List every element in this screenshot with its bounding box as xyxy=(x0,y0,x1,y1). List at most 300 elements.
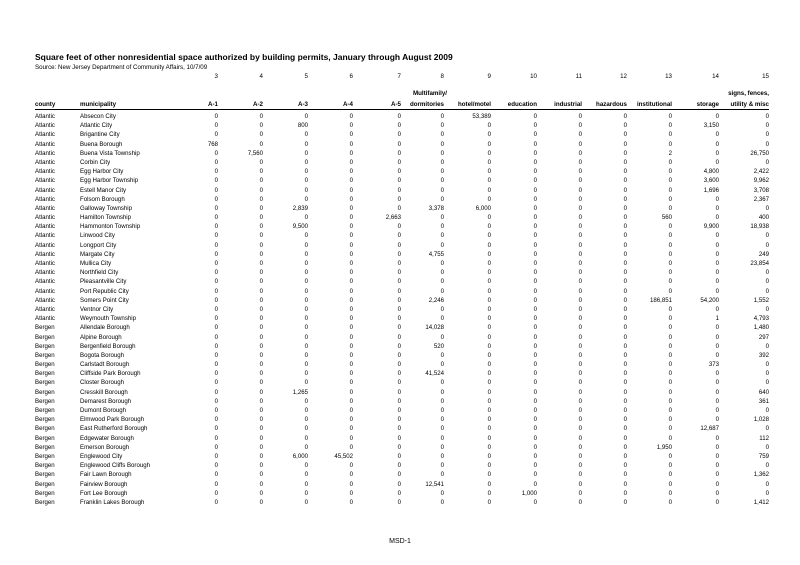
cell-hazardous: 0 xyxy=(623,168,627,176)
cell-a3: 0 xyxy=(304,241,308,249)
cell-dormitories: 0 xyxy=(440,489,444,497)
header-industrial: industrial xyxy=(554,101,582,108)
cell-storage: 0 xyxy=(715,195,719,203)
cell-hazardous: 0 xyxy=(623,195,627,203)
table-row xyxy=(0,351,800,360)
cell-education: 0 xyxy=(533,113,537,120)
cell-municipality: Northfield City xyxy=(80,269,119,277)
cell-a4: 0 xyxy=(349,305,353,313)
cell-municipality: Ventnor City xyxy=(80,305,114,313)
cell-municipality: Cliffside Park Borough xyxy=(80,370,141,378)
cell-municipality: Estell Manor City xyxy=(80,186,127,194)
cell-a3: 0 xyxy=(304,269,308,277)
cell-municipality: Hamilton Township xyxy=(80,214,132,222)
cell-dormitories: 0 xyxy=(440,416,444,424)
table-row xyxy=(0,112,800,121)
cell-a3: 0 xyxy=(304,498,308,506)
cell-education: 0 xyxy=(533,269,537,277)
cell-institutional: 0 xyxy=(668,241,672,249)
cell-a5: 0 xyxy=(397,158,401,166)
cell-a2: 0 xyxy=(259,177,263,185)
cell-utility-misc: 0 xyxy=(765,480,769,488)
cell-municipality: Egg Harbor Township xyxy=(80,177,139,185)
cell-institutional: 0 xyxy=(668,269,672,277)
cell-county: Atlantic xyxy=(35,296,55,304)
cell-municipality: Mullica City xyxy=(80,260,112,267)
cell-a1: 0 xyxy=(214,149,218,157)
cell-hazardous: 0 xyxy=(623,113,627,120)
cell-county: Atlantic xyxy=(35,158,55,166)
cell-municipality: Englewood City xyxy=(80,452,123,460)
cell-a5: 0 xyxy=(397,315,401,323)
cell-institutional: 0 xyxy=(668,342,672,350)
cell-a1: 0 xyxy=(214,241,218,249)
cell-hazardous: 0 xyxy=(623,462,627,470)
cell-institutional: 0 xyxy=(668,452,672,460)
cell-storage: 0 xyxy=(715,443,719,451)
cell-county: Atlantic xyxy=(35,204,55,212)
cell-hazardous: 0 xyxy=(623,140,627,148)
header-county: county xyxy=(35,101,56,108)
cell-utility-misc: 0 xyxy=(765,370,769,378)
cell-institutional: 0 xyxy=(668,489,672,497)
cell-dormitories: 0 xyxy=(440,388,444,396)
cell-hazardous: 0 xyxy=(623,315,627,323)
cell-hotel-motel: 0 xyxy=(487,305,491,313)
cell-hotel-motel: 0 xyxy=(487,186,491,194)
cell-hotel-motel: 0 xyxy=(487,241,491,249)
cell-municipality: Bergenfield Borough xyxy=(80,342,136,350)
cell-a5: 0 xyxy=(397,250,401,258)
cell-dormitories: 0 xyxy=(440,113,444,120)
cell-hazardous: 0 xyxy=(623,260,627,267)
cell-hazardous: 0 xyxy=(623,149,627,157)
cell-municipality: East Rutherford Borough xyxy=(80,425,148,433)
cell-hotel-motel: 0 xyxy=(487,379,491,387)
cell-a1: 0 xyxy=(214,305,218,313)
cell-hotel-motel: 0 xyxy=(487,260,491,267)
table-row xyxy=(0,195,800,204)
cell-a5: 0 xyxy=(397,287,401,295)
cell-education: 0 xyxy=(533,452,537,460)
cell-municipality: Linwood City xyxy=(80,232,115,240)
cell-a1: 0 xyxy=(214,498,218,506)
cell-hazardous: 0 xyxy=(623,158,627,166)
table-row xyxy=(0,158,800,167)
cell-a3: 0 xyxy=(304,462,308,470)
cell-utility-misc: 0 xyxy=(765,425,769,433)
cell-industrial: 0 xyxy=(578,250,582,258)
cell-storage: 0 xyxy=(715,379,719,387)
cell-storage: 54,200 xyxy=(700,296,719,304)
cell-county: Bergen xyxy=(35,379,55,387)
cell-a4: 0 xyxy=(349,443,353,451)
cell-a4: 0 xyxy=(349,195,353,203)
cell-hotel-motel: 6,000 xyxy=(475,204,491,212)
cell-dormitories: 41,524 xyxy=(425,370,444,378)
cell-hazardous: 0 xyxy=(623,361,627,369)
cell-hotel-motel: 0 xyxy=(487,452,491,460)
column-number-a4: 6 xyxy=(349,73,353,80)
cell-utility-misc: 23,854 xyxy=(750,260,769,267)
cell-hotel-motel: 0 xyxy=(487,214,491,222)
cell-a2: 0 xyxy=(259,342,263,350)
table-row xyxy=(0,176,800,185)
cell-a1: 0 xyxy=(214,407,218,414)
cell-a3: 0 xyxy=(304,407,308,414)
cell-education: 0 xyxy=(533,370,537,378)
cell-a1: 0 xyxy=(214,462,218,470)
cell-a2: 0 xyxy=(259,131,263,139)
cell-storage: 0 xyxy=(715,388,719,396)
cell-a3: 0 xyxy=(304,140,308,148)
cell-hazardous: 0 xyxy=(623,232,627,240)
cell-hazardous: 0 xyxy=(623,416,627,424)
cell-a2: 0 xyxy=(259,186,263,194)
table-row xyxy=(0,461,800,470)
source-note: Source: New Jersey Department of Community Affairs, 10/7/09 xyxy=(35,64,208,71)
cell-industrial: 0 xyxy=(578,342,582,350)
cell-a3: 0 xyxy=(304,195,308,203)
cell-a4: 0 xyxy=(349,471,353,479)
cell-a2: 0 xyxy=(259,388,263,396)
table-row xyxy=(0,277,800,286)
cell-a2: 0 xyxy=(259,471,263,479)
cell-institutional: 0 xyxy=(668,388,672,396)
cell-a4: 0 xyxy=(349,269,353,277)
cell-a3: 0 xyxy=(304,296,308,304)
cell-hazardous: 0 xyxy=(623,223,627,231)
cell-education: 0 xyxy=(533,223,537,231)
cell-storage: 0 xyxy=(715,397,719,405)
table-row xyxy=(0,369,800,378)
cell-a3: 0 xyxy=(304,158,308,166)
cell-dormitories: 0 xyxy=(440,462,444,470)
cell-a3: 0 xyxy=(304,287,308,295)
cell-a5: 0 xyxy=(397,434,401,442)
cell-a5: 0 xyxy=(397,195,401,203)
cell-municipality: Somers Point City xyxy=(80,296,129,304)
cell-a3: 0 xyxy=(304,324,308,332)
cell-hotel-motel: 0 xyxy=(487,122,491,130)
cell-a3: 0 xyxy=(304,278,308,286)
cell-a4: 0 xyxy=(349,278,353,286)
header-hotel-motel: hotel/motel xyxy=(457,101,491,108)
table-row xyxy=(0,149,800,158)
header-education: education xyxy=(507,101,537,108)
cell-a5: 0 xyxy=(397,379,401,387)
cell-county: Atlantic xyxy=(35,278,55,286)
cell-institutional: 186,851 xyxy=(649,296,672,304)
cell-institutional: 0 xyxy=(668,260,672,267)
cell-a1: 0 xyxy=(214,370,218,378)
cell-hazardous: 0 xyxy=(623,443,627,451)
cell-a4: 0 xyxy=(349,315,353,323)
cell-education: 0 xyxy=(533,195,537,203)
cell-hotel-motel: 0 xyxy=(487,443,491,451)
cell-storage: 0 xyxy=(715,342,719,350)
cell-a4: 0 xyxy=(349,158,353,166)
cell-a4: 0 xyxy=(349,140,353,148)
cell-a1: 0 xyxy=(214,168,218,176)
table-row xyxy=(0,452,800,461)
column-number-utility-misc: 15 xyxy=(762,73,769,80)
cell-a3: 0 xyxy=(304,361,308,369)
cell-county: Bergen xyxy=(35,425,55,433)
cell-a4: 0 xyxy=(349,388,353,396)
cell-institutional: 0 xyxy=(668,379,672,387)
cell-a2: 0 xyxy=(259,113,263,120)
cell-hazardous: 0 xyxy=(623,333,627,341)
cell-industrial: 0 xyxy=(578,168,582,176)
cell-utility-misc: 0 xyxy=(765,140,769,148)
cell-utility-misc: 0 xyxy=(765,269,769,277)
header-storage: storage xyxy=(696,101,719,108)
cell-institutional: 0 xyxy=(668,195,672,203)
cell-a3: 0 xyxy=(304,342,308,350)
cell-education: 0 xyxy=(533,250,537,258)
cell-a1: 0 xyxy=(214,232,218,240)
cell-a1: 0 xyxy=(214,177,218,185)
cell-a2: 0 xyxy=(259,425,263,433)
cell-a5: 2,663 xyxy=(385,214,401,222)
cell-a1: 0 xyxy=(214,269,218,277)
cell-hotel-motel: 0 xyxy=(487,407,491,414)
cell-a2: 0 xyxy=(259,269,263,277)
cell-hotel-motel: 0 xyxy=(487,471,491,479)
cell-hazardous: 0 xyxy=(623,388,627,396)
cell-a3: 0 xyxy=(304,305,308,313)
cell-education: 0 xyxy=(533,278,537,286)
cell-county: Atlantic xyxy=(35,131,55,139)
cell-a4: 0 xyxy=(349,407,353,414)
cell-hotel-motel: 0 xyxy=(487,388,491,396)
cell-a2: 0 xyxy=(259,480,263,488)
cell-a4: 0 xyxy=(349,149,353,157)
cell-municipality: Fairview Borough xyxy=(80,480,128,488)
cell-municipality: Brigantine City xyxy=(80,131,120,139)
cell-a5: 0 xyxy=(397,204,401,212)
cell-hotel-motel: 0 xyxy=(487,425,491,433)
cell-a4: 0 xyxy=(349,168,353,176)
cell-storage: 4,800 xyxy=(703,168,719,176)
cell-a5: 0 xyxy=(397,489,401,497)
cell-utility-misc: 1,028 xyxy=(753,416,769,424)
cell-a2: 7,560 xyxy=(247,149,263,157)
table-row xyxy=(0,415,800,424)
header-institutional: institutional xyxy=(636,101,672,108)
header-multifamily-line: Multifamily/ xyxy=(412,90,447,97)
cell-a3: 0 xyxy=(304,186,308,194)
cell-education: 0 xyxy=(533,480,537,488)
table-row xyxy=(0,287,800,296)
cell-a1: 0 xyxy=(214,480,218,488)
cell-institutional: 0 xyxy=(668,278,672,286)
table-row xyxy=(0,489,800,498)
cell-a3: 0 xyxy=(304,480,308,488)
cell-a5: 0 xyxy=(397,232,401,240)
cell-hazardous: 0 xyxy=(623,489,627,497)
cell-institutional: 0 xyxy=(668,397,672,405)
cell-industrial: 0 xyxy=(578,260,582,267)
cell-utility-misc: 297 xyxy=(758,333,769,341)
cell-county: Atlantic xyxy=(35,269,55,277)
cell-storage: 0 xyxy=(715,480,719,488)
cell-a1: 768 xyxy=(207,140,218,148)
cell-a5: 0 xyxy=(397,361,401,369)
cell-a5: 0 xyxy=(397,241,401,249)
cell-a5: 0 xyxy=(397,149,401,157)
cell-a3: 0 xyxy=(304,443,308,451)
cell-industrial: 0 xyxy=(578,416,582,424)
cell-institutional: 0 xyxy=(668,140,672,148)
cell-industrial: 0 xyxy=(578,397,582,405)
cell-hotel-motel: 0 xyxy=(487,232,491,240)
cell-a3: 0 xyxy=(304,351,308,359)
cell-a4: 0 xyxy=(349,434,353,442)
cell-industrial: 0 xyxy=(578,241,582,249)
header-dormitories: dormitories xyxy=(409,101,444,108)
cell-a1: 0 xyxy=(214,260,218,267)
cell-education: 0 xyxy=(533,168,537,176)
cell-institutional: 0 xyxy=(668,287,672,295)
cell-county: Bergen xyxy=(35,324,55,332)
cell-a5: 0 xyxy=(397,223,401,231)
cell-utility-misc: 0 xyxy=(765,361,769,369)
cell-a1: 0 xyxy=(214,204,218,212)
cell-municipality: Alpine Borough xyxy=(80,333,122,341)
cell-dormitories: 0 xyxy=(440,351,444,359)
header-signs-line: signs, fences, xyxy=(728,90,769,97)
cell-a4: 0 xyxy=(349,250,353,258)
cell-a3: 0 xyxy=(304,379,308,387)
column-number-industrial: 11 xyxy=(575,73,582,80)
cell-municipality: Pleasantville City xyxy=(80,278,127,286)
cell-a5: 0 xyxy=(397,122,401,130)
table-row xyxy=(0,342,800,351)
table-row xyxy=(0,167,800,176)
cell-a1: 0 xyxy=(214,342,218,350)
cell-utility-misc: 2,422 xyxy=(753,168,769,176)
cell-storage: 0 xyxy=(715,269,719,277)
cell-institutional: 0 xyxy=(668,204,672,212)
cell-a1: 0 xyxy=(214,379,218,387)
cell-a2: 0 xyxy=(259,462,263,470)
cell-a2: 0 xyxy=(259,361,263,369)
cell-a5: 0 xyxy=(397,296,401,304)
cell-a4: 0 xyxy=(349,397,353,405)
cell-a2: 0 xyxy=(259,416,263,424)
cell-county: Atlantic xyxy=(35,186,55,194)
header-hazardous: hazardous xyxy=(596,101,627,108)
cell-utility-misc: 0 xyxy=(765,489,769,497)
cell-storage: 373 xyxy=(708,361,719,369)
column-number-hotel-motel: 9 xyxy=(487,73,491,80)
table-row xyxy=(0,424,800,433)
cell-industrial: 0 xyxy=(578,204,582,212)
table-row xyxy=(0,222,800,231)
cell-industrial: 0 xyxy=(578,333,582,341)
cell-education: 0 xyxy=(533,379,537,387)
cell-hazardous: 0 xyxy=(623,407,627,414)
cell-dormitories: 0 xyxy=(440,232,444,240)
cell-storage: 0 xyxy=(715,333,719,341)
cell-a2: 0 xyxy=(259,260,263,267)
cell-hotel-motel: 53,389 xyxy=(472,113,491,120)
cell-municipality: Demarest Borough xyxy=(80,397,132,405)
table-row xyxy=(0,360,800,369)
cell-utility-misc: 112 xyxy=(759,434,769,442)
cell-a2: 0 xyxy=(259,204,263,212)
cell-education: 0 xyxy=(533,425,537,433)
cell-industrial: 0 xyxy=(578,158,582,166)
cell-industrial: 0 xyxy=(578,223,582,231)
cell-county: Bergen xyxy=(35,443,55,451)
cell-dormitories: 0 xyxy=(440,122,444,130)
cell-a5: 0 xyxy=(397,342,401,350)
cell-municipality: Fair Lawn Borough xyxy=(80,471,132,479)
cell-industrial: 0 xyxy=(578,425,582,433)
cell-utility-misc: 249 xyxy=(758,250,769,258)
cell-a2: 0 xyxy=(259,370,263,378)
cell-education: 0 xyxy=(533,397,537,405)
cell-a2: 0 xyxy=(259,379,263,387)
cell-a3: 0 xyxy=(304,232,308,240)
table-row xyxy=(0,314,800,323)
cell-dormitories: 0 xyxy=(440,214,444,222)
column-number-row xyxy=(0,73,800,82)
cell-a5: 0 xyxy=(397,498,401,506)
cell-storage: 1,696 xyxy=(703,186,719,194)
cell-institutional: 0 xyxy=(668,361,672,369)
cell-a4: 0 xyxy=(349,370,353,378)
cell-municipality: Buena Vista Township xyxy=(80,149,140,157)
header-a1: A-1 xyxy=(208,101,218,108)
cell-dormitories: 0 xyxy=(440,177,444,185)
cell-a4: 0 xyxy=(349,131,353,139)
table-row xyxy=(0,388,800,397)
cell-a1: 0 xyxy=(214,471,218,479)
cell-county: Bergen xyxy=(35,498,55,506)
cell-storage: 0 xyxy=(715,452,719,460)
cell-a2: 0 xyxy=(259,278,263,286)
cell-a4: 0 xyxy=(349,342,353,350)
cell-storage: 0 xyxy=(715,434,719,442)
cell-dormitories: 0 xyxy=(440,425,444,433)
cell-county: Atlantic xyxy=(35,305,55,313)
cell-county: Bergen xyxy=(35,480,55,488)
cell-institutional: 0 xyxy=(668,186,672,194)
cell-industrial: 0 xyxy=(578,214,582,222)
cell-a1: 0 xyxy=(214,250,218,258)
cell-storage: 0 xyxy=(715,250,719,258)
cell-industrial: 0 xyxy=(578,278,582,286)
cell-industrial: 0 xyxy=(578,186,582,194)
cell-utility-misc: 18,938 xyxy=(750,223,769,231)
cell-county: Atlantic xyxy=(35,140,55,148)
cell-a3: 2,839 xyxy=(292,204,308,212)
cell-education: 0 xyxy=(533,204,537,212)
cell-a2: 0 xyxy=(259,250,263,258)
cell-utility-misc: 361 xyxy=(758,397,769,405)
cell-hotel-motel: 0 xyxy=(487,177,491,185)
cell-a4: 0 xyxy=(349,480,353,488)
cell-a1: 0 xyxy=(214,397,218,405)
cell-storage: 12,687 xyxy=(700,425,719,433)
cell-storage: 0 xyxy=(715,149,719,157)
cell-a2: 0 xyxy=(259,333,263,341)
cell-institutional: 0 xyxy=(668,425,672,433)
